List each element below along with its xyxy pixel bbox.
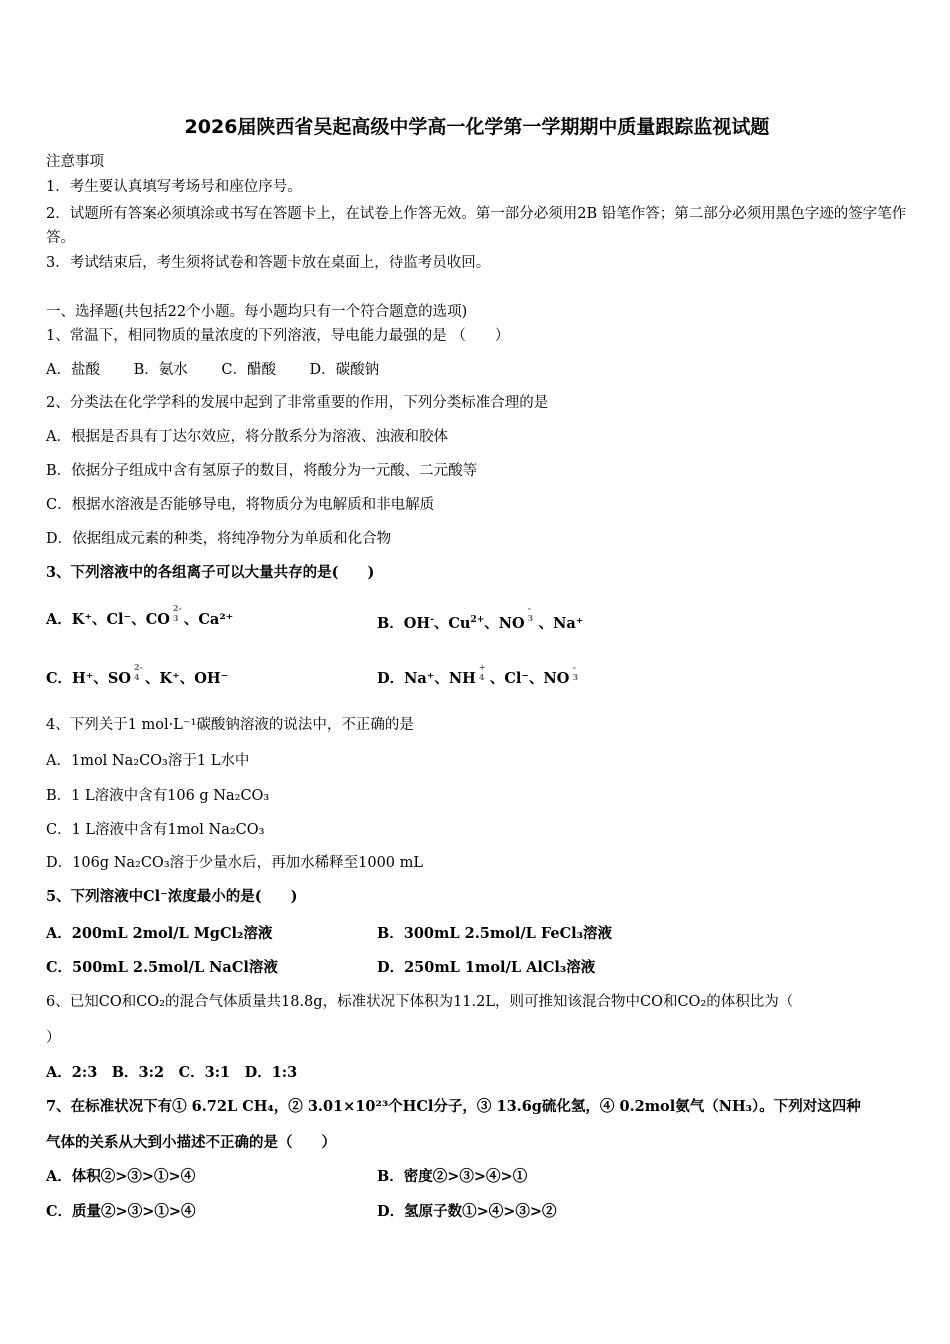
question-5-stem: 5、下列溶液中Cl⁻浓度最小的是( ) (46, 888, 298, 905)
question-5-option-b: B．300mL 2.5mol/L FeCl₃溶液 (377, 925, 613, 942)
question-3-option-c: C．H⁺、SO 2- 4 、K⁺、OH⁻ (46, 662, 229, 687)
question-2-stem: 2、分类法在化学学科的发展中起到了非常重要的作用，下列分类标准合理的是 (46, 395, 549, 411)
question-4-option-b: B．1 L溶液中含有106 g Na₂CO₃ (46, 788, 270, 804)
question-4-option-a: A．1mol Na₂CO₃溶于1 L水中 (46, 753, 250, 769)
notice-item-1: 1．考生要认真填写考场号和座位序号。 (46, 179, 302, 195)
question-1-stem: 1、常温下，相同物质的量浓度的下列溶液，导电能力最强的是 （ ） (46, 328, 510, 344)
notice-item-3: 3．考试结束后，考生须将试卷和答题卡放在桌面上，待监考员收回。 (46, 255, 491, 271)
section-heading: 一、选择题(共包括22个小题。每小题均只有一个符合题意的选项) (46, 304, 468, 320)
question-3-stem: 3、下列溶液中的各组离子可以大量共存的是( ) (46, 564, 375, 581)
question-7-option-b: B．密度②>③>④>① (377, 1168, 528, 1185)
question-5-option-c: C．500mL 2.5mol/L NaCl溶液 (46, 959, 278, 976)
notice-item-2: 2．试题所有答案必须填涂或书写在答题卡上，在试卷上作答无效。第一部分必须用2B 铅笔作答；第二部分必须用黑色字迹的签字笔作答。 (46, 206, 907, 246)
question-2-option-c: C．根据水溶液是否能够导电，将物质分为电解质和非电解质 (46, 497, 435, 513)
question-5-option-a: A．200mL 2mol/L MgCl₂溶液 (46, 925, 273, 942)
question-3-option-d: D．Na⁺、NH + 4 、Cl⁻、NO - 3 (377, 662, 579, 687)
question-3-option-a: A．K⁺、Cl⁻、CO 2- 3 、Ca²⁺ (46, 603, 234, 628)
page-title: 2026届陕西省吴起高级中学高一化学第一学期期中质量跟踪监视试题 (184, 116, 770, 138)
question-2-option-b: B．依据分子组成中含有氢原子的数目，将酸分为一元酸、二元酸等 (46, 463, 478, 479)
question-6-stem: 6、已知CO和CO₂的混合气体质量共18.8g，标准状况下体积为11.2L，则可推知该混合物中CO和CO₂的体积比为（ (46, 994, 794, 1010)
question-4-option-d: D．106g Na₂CO₃溶于少量水后，再加水稀释至1000 mL (46, 855, 424, 871)
question-6-stem-cont: ） (46, 1030, 61, 1046)
question-7-stem-cont: 气体的关系从大到小描述不正确的是（ ） (46, 1134, 336, 1151)
notice-heading: 注意事项 (46, 154, 104, 170)
question-5-option-d: D．250mL 1mol/L AlCl₃溶液 (377, 959, 596, 976)
question-4-stem: 4、下列关于1 mol·L⁻¹碳酸钠溶液的说法中，不正确的是 (46, 717, 414, 733)
question-6-options: A．2:3 B．3:2 C．3:1 D．1:3 (46, 1064, 298, 1081)
question-7-stem: 7、在标准状况下有① 6.72L CH₄，② 3.01×10²³个HCl分子，③ 13.6g硫化氢，④ 0.2mol氨气（NH₃）。下列对这四种 (46, 1098, 861, 1115)
question-3-option-b: B．OH-、$Cu^{2+}$、NO - 3 、Na⁺ (377, 603, 584, 632)
question-2-option-a: A．根据是否具有丁达尔效应，将分散系分为溶液、浊液和胶体 (46, 429, 448, 445)
question-7-option-a: A．体积②>③>①>④ (46, 1168, 196, 1185)
question-4-option-c: C．1 L溶液中含有1mol Na₂CO₃ (46, 822, 265, 838)
question-7-option-c: C．质量②>③>①>④ (46, 1203, 196, 1220)
question-1-options: A．盐酸 B．氨水 C．醋酸 D．碳酸钠 (46, 362, 380, 378)
question-7-option-d: D．氢原子数①>④>③>② (377, 1203, 557, 1220)
question-2-option-d: D．依据组成元素的种类，将纯净物分为单质和化合物 (46, 531, 392, 547)
